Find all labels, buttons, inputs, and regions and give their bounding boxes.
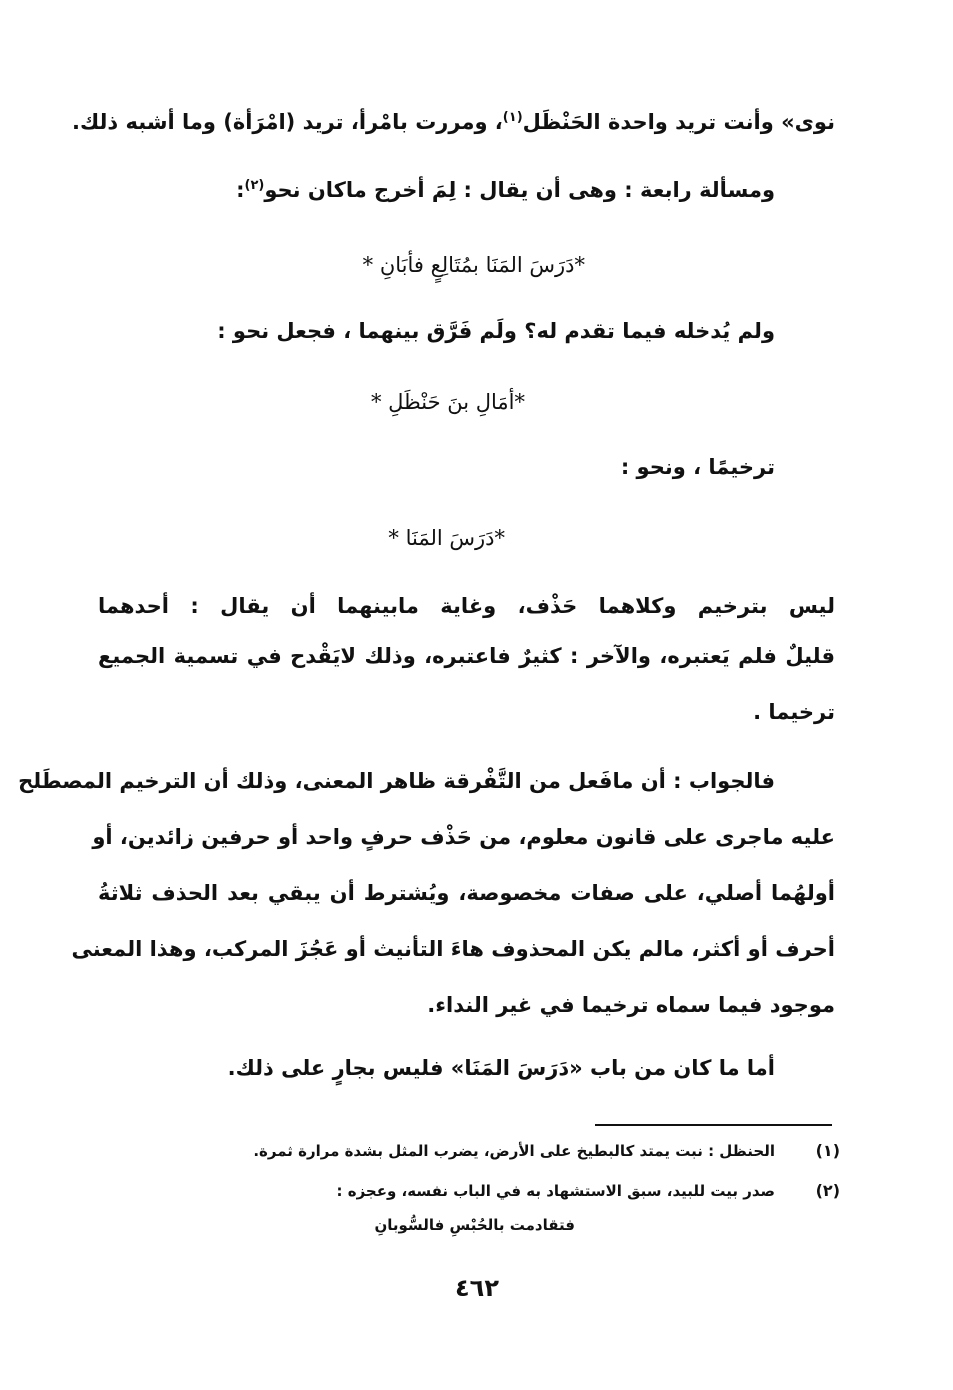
body-line-2 [236,175,775,205]
body-line-3: ولم يُدخله فيما تقدم له؟ ولَم فَرَّق بينهما ، فجعل نحو : [217,319,775,343]
paragraph-1-line-2: قليلٌ فلم يَعتبره، والآخر : كثيرٌ فاعتبره، وذلك لايَقْدح في تسمية الجميع [98,644,835,668]
footnote-ref-1[interactable]: (١) [502,110,523,125]
body-text: ، ومررت بامْرأ، تريد (امْرَأة) وما أشبه ذلك. [72,110,503,134]
footnote-ref-2[interactable]: (٢) [244,178,265,193]
body-text: نوى» وأنت تريد واحدة الحَنْظَل [522,110,835,134]
footnote-separator [595,1124,832,1126]
paragraph-2-line-5: موجود فيما سماه ترخيما في غير النداء. [427,993,835,1017]
paragraph-2-line-1: فالجواب : أن مافَعل من التَّفْرقة ظاهر المعنى، وذلك أن الترخيم المصطَلح [18,769,775,793]
paragraph-2-line-4: أحرف أو أكثر، مالم يكن المحذوف هاءَ التأنيث أو عَجُزَ المركب، وهذا المعنى [71,937,835,961]
body-line-4: ترخيمًا ، ونحو : [620,455,775,479]
paragraph-1-line-3: ترخيما . [753,700,835,724]
paragraph-2-line-3: أولهُما أصلي، على صفات مخصوصة، ويُشترط أن يبقي بعد الحذف ثلاثةُ [98,881,835,905]
page-number: ٤٦٢ [455,1274,499,1302]
verse-quote-1: *دَرَسَ المَنَا بمُتَالِعٍ فأبَانِ * [362,253,585,277]
body-text: ومسألة رابعة : وهى أن يقال : لِمَ أخرج ماكان نحو [264,178,775,202]
paragraph-1-line-1: ليس بترخيم وكلاهما حَذْف، وغاية مابينهما أن يقال : أحدهما [98,594,835,618]
verse-quote-3: *دَرَسَ المَنَا * [388,526,505,550]
body-line-1 [72,107,835,137]
body-text: : [236,178,245,202]
footnote-1-text: الحنظل : نبت يمتد كالبطيخ على الأرض، يضرب المثل بشدة مرارة ثمرة. [253,1142,775,1160]
footnote-2-number: (٢) [815,1181,840,1200]
verse-quote-2: *أمَالِ بنَ حَنْظَلِ * [370,390,525,414]
footnote-2-text: صدر بيت للبيد، سبق الاستشهاد به في الباب نفسه، وعجزه : [336,1182,775,1200]
paragraph-2-line-2: عليه ماجرى على قانون معلوم، من حَذْف حرفٍ واحد أو حرفين زائدين، أو [92,825,835,849]
footnote-1-number: (١) [815,1141,840,1160]
footnote-2-verse: فتقادمت بالحُبْسِ فالسُّوبانِ [374,1216,575,1234]
paragraph-3: أما ما كان من باب «دَرَسَ المَنَا» فليس بجارٍ على ذلك. [227,1056,775,1080]
